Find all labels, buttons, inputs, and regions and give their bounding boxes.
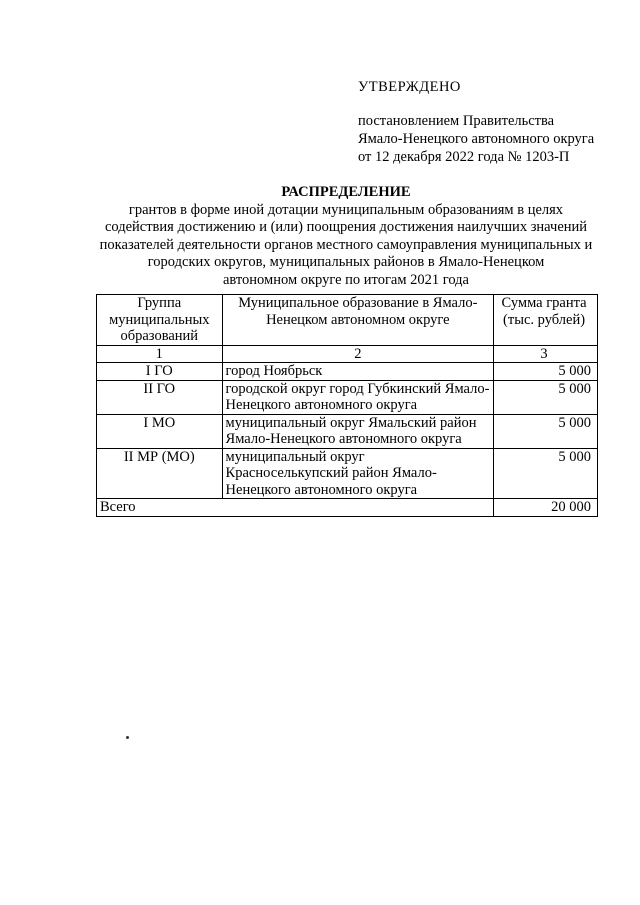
row-amount: 5 000 xyxy=(494,448,598,499)
approval-line-1: постановлением Правительства xyxy=(358,113,555,129)
total-amount: 20 000 xyxy=(494,499,598,517)
row-amount: 5 000 xyxy=(494,363,598,381)
header-entity: Муниципальное образование в Ямало-Ненецком автономном округе xyxy=(222,295,494,346)
column-number-2: 2 xyxy=(222,345,494,363)
total-label: Всего xyxy=(97,499,494,517)
table-row xyxy=(97,414,598,448)
total-row xyxy=(97,499,598,517)
header-group: Группа муниципальных образований xyxy=(97,295,223,346)
column-number-1: 1 xyxy=(97,345,223,363)
column-numbers-row xyxy=(97,345,598,363)
table-row xyxy=(97,380,598,414)
row-amount: 5 000 xyxy=(494,380,598,414)
row-group: II ГО xyxy=(97,380,223,414)
table-header-row xyxy=(97,295,598,346)
row-entity: город Ноябрьск xyxy=(222,363,494,381)
title-caption: РАСПРЕДЕЛЕНИЕ xyxy=(281,184,411,200)
title-line-4: городских округов, муниципальных районов в Ямало-Ненецком xyxy=(147,254,545,270)
title-line-5: автономном округе по итогам 2021 года xyxy=(222,271,469,288)
row-entity: муниципальный округ Красноселькупский район Ямало-Ненецкого автономного округа xyxy=(222,448,494,499)
row-group: I ГО xyxy=(97,363,223,381)
scan-speck xyxy=(126,736,129,739)
document-title xyxy=(90,184,602,289)
row-group: II МР (МО) xyxy=(97,448,223,499)
column-number-3: 3 xyxy=(494,345,598,363)
table-row xyxy=(97,448,598,499)
title-line-3: показателей деятельности органов местного самоуправления муниципальных и xyxy=(99,236,593,253)
approval-block xyxy=(358,78,594,166)
approval-line-2: Ямало-Ненецкого автономного округа xyxy=(358,131,595,147)
title-line-2: содействия достижению и (или) поощрения достижения наилучших значений xyxy=(104,219,588,235)
row-group: I МО xyxy=(97,414,223,448)
table-row xyxy=(97,363,598,381)
header-amount: Сумма гранта (тыс. рублей) xyxy=(494,295,598,346)
approval-line-3: от 12 декабря 2022 года № 1203-П xyxy=(358,149,570,165)
row-amount: 5 000 xyxy=(494,414,598,448)
row-entity: городской округ город Губкинский Ямало-Ненецкого автономного округа xyxy=(222,380,494,414)
approval-heading: УТВЕРЖДЕНО xyxy=(358,79,461,95)
title-line-1: грантов в форме иной дотации муниципальным образованиям в целях xyxy=(128,201,564,218)
grants-table xyxy=(96,294,598,517)
row-entity: муниципальный округ Ямальский район Ямало-Ненецкого автономного округа xyxy=(222,414,494,448)
